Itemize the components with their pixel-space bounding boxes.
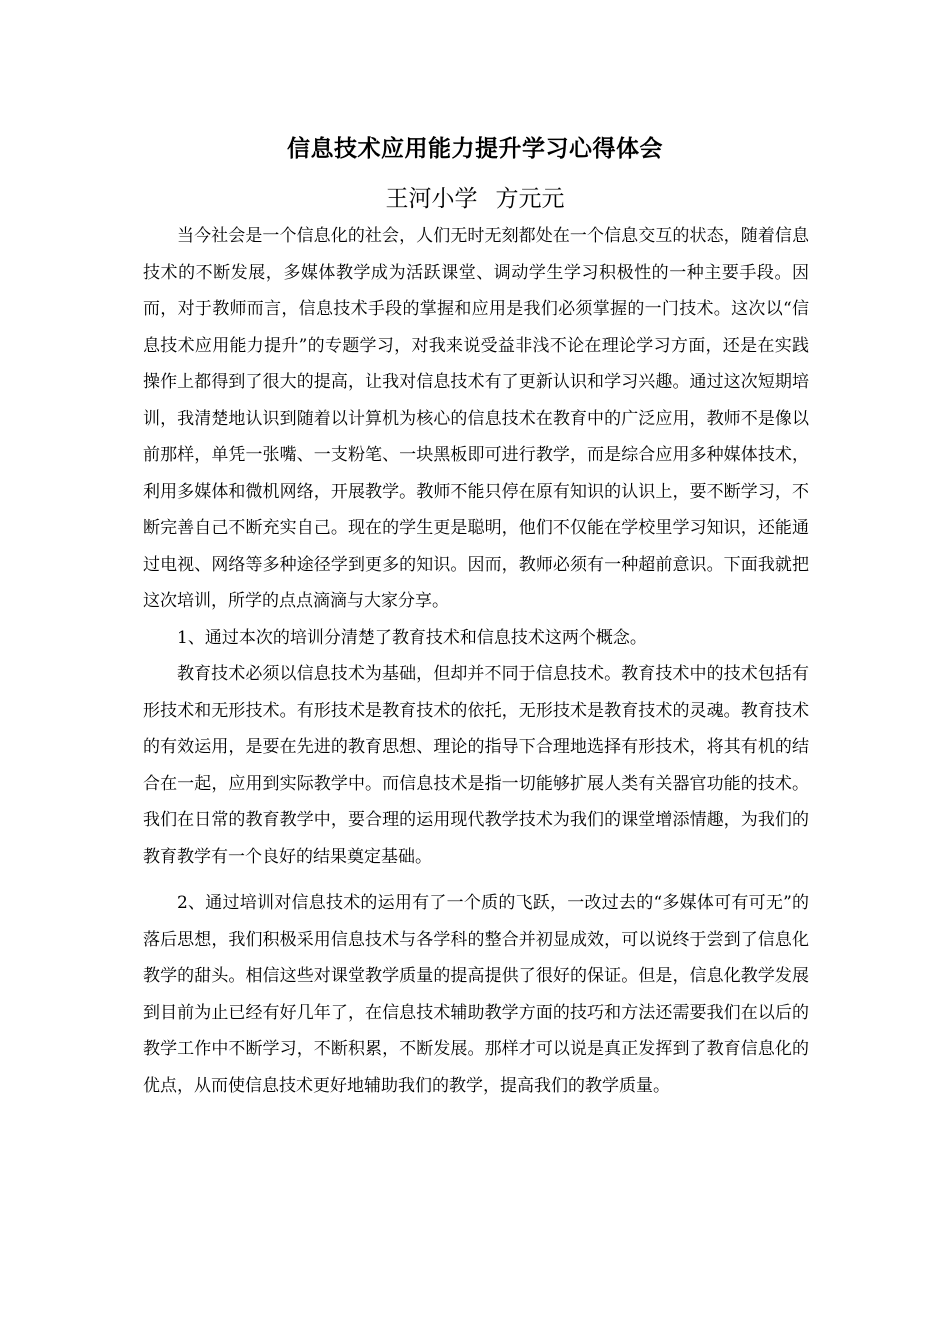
paragraph-point-1-body: 教育技术必须以信息技术为基础，但却并不同于信息技术。教育技术中的技术包括有形技术和无形技术。有形技术是教育技术的依托，无形技术是教育技术的灵魂。教育技术的有效运用，是要在先进的教育思想、理论的指导下合理地选择有形技术，将其有机的结合在一起，应用到实际教学中。而信息技术是指一切能够扩展人类有关器官功能的技术。我们在日常的教育教学中，要合理的运用现代教学技术为我们的课堂增添情趣，为我们的教育教学有一个良好的结果奠定基础。	[143, 664, 809, 867]
author-line	[0, 181, 950, 217]
paragraph-intro: 当今社会是一个信息化的社会，人们无时无刻都处在一个信息交互的状态，随着信息技术的不断发展，多媒体教学成为活跃课堂、调动学生学习积极性的一种主要手段。因而，对于教师而言，信息技术手段的掌握和应用是我们必须掌握的一门技术。这次以“信息技术应用能力提升”的专题学习，对我来说受益非浅不论在理论学习方面，还是在实践操作上都得到了很大的提高，让我对信息技术有了更新认识和学习兴趣。通过这次短期培训，我清楚地认识到随着以计算机为核心的信息技术在教育中的广泛应用，教师不是像以前那样，单凭一张嘴、一支粉笔、一块黑板即可进行教学，而是综合应用多种媒体技术，利用多媒体和微机网络，开展教学。教师不能只停在原有知识的认识上，要不断学习，不断完善自己不断充实自己。现在的学生更是聪明，他们不仅能在学校里学习知识，还能通过电视、网络等多种途径学到更多的知识。因而，教师必须有一种超前意识。下面我就把这次培训，所学的点点滴滴与大家分享。	[143, 226, 809, 611]
paragraph-point-2: 2、通过培训对信息技术的运用有了一个质的飞跃，一改过去的“多媒体可有可无”的落后思想，我们积极采用信息技术与各学科的整合并初显成效，可以说终于尝到了信息化教学的甜头。相信这些对课堂教学质量的提高提供了很好的保证。但是，信息化教学发展到目前为止已经有好几年了，在信息技术辅助教学方面的技巧和方法还需要我们在以后的教学工作中不断学习，不断积累，不断发展。那样才可以说是真正发挥到了教育信息化的优点，从而使信息技术更好地辅助我们的教学，提高我们的教学质量。	[143, 893, 809, 1096]
paragraph-point-1-heading: 1、通过本次的培训分清楚了教育技术和信息技术这两个概念。	[177, 627, 647, 648]
author-school: 王河小学	[385, 186, 478, 212]
document-title: 信息技术应用能力提升学习心得体会	[287, 135, 663, 162]
author-name: 方元元	[495, 186, 565, 212]
document-body	[143, 218, 809, 1104]
